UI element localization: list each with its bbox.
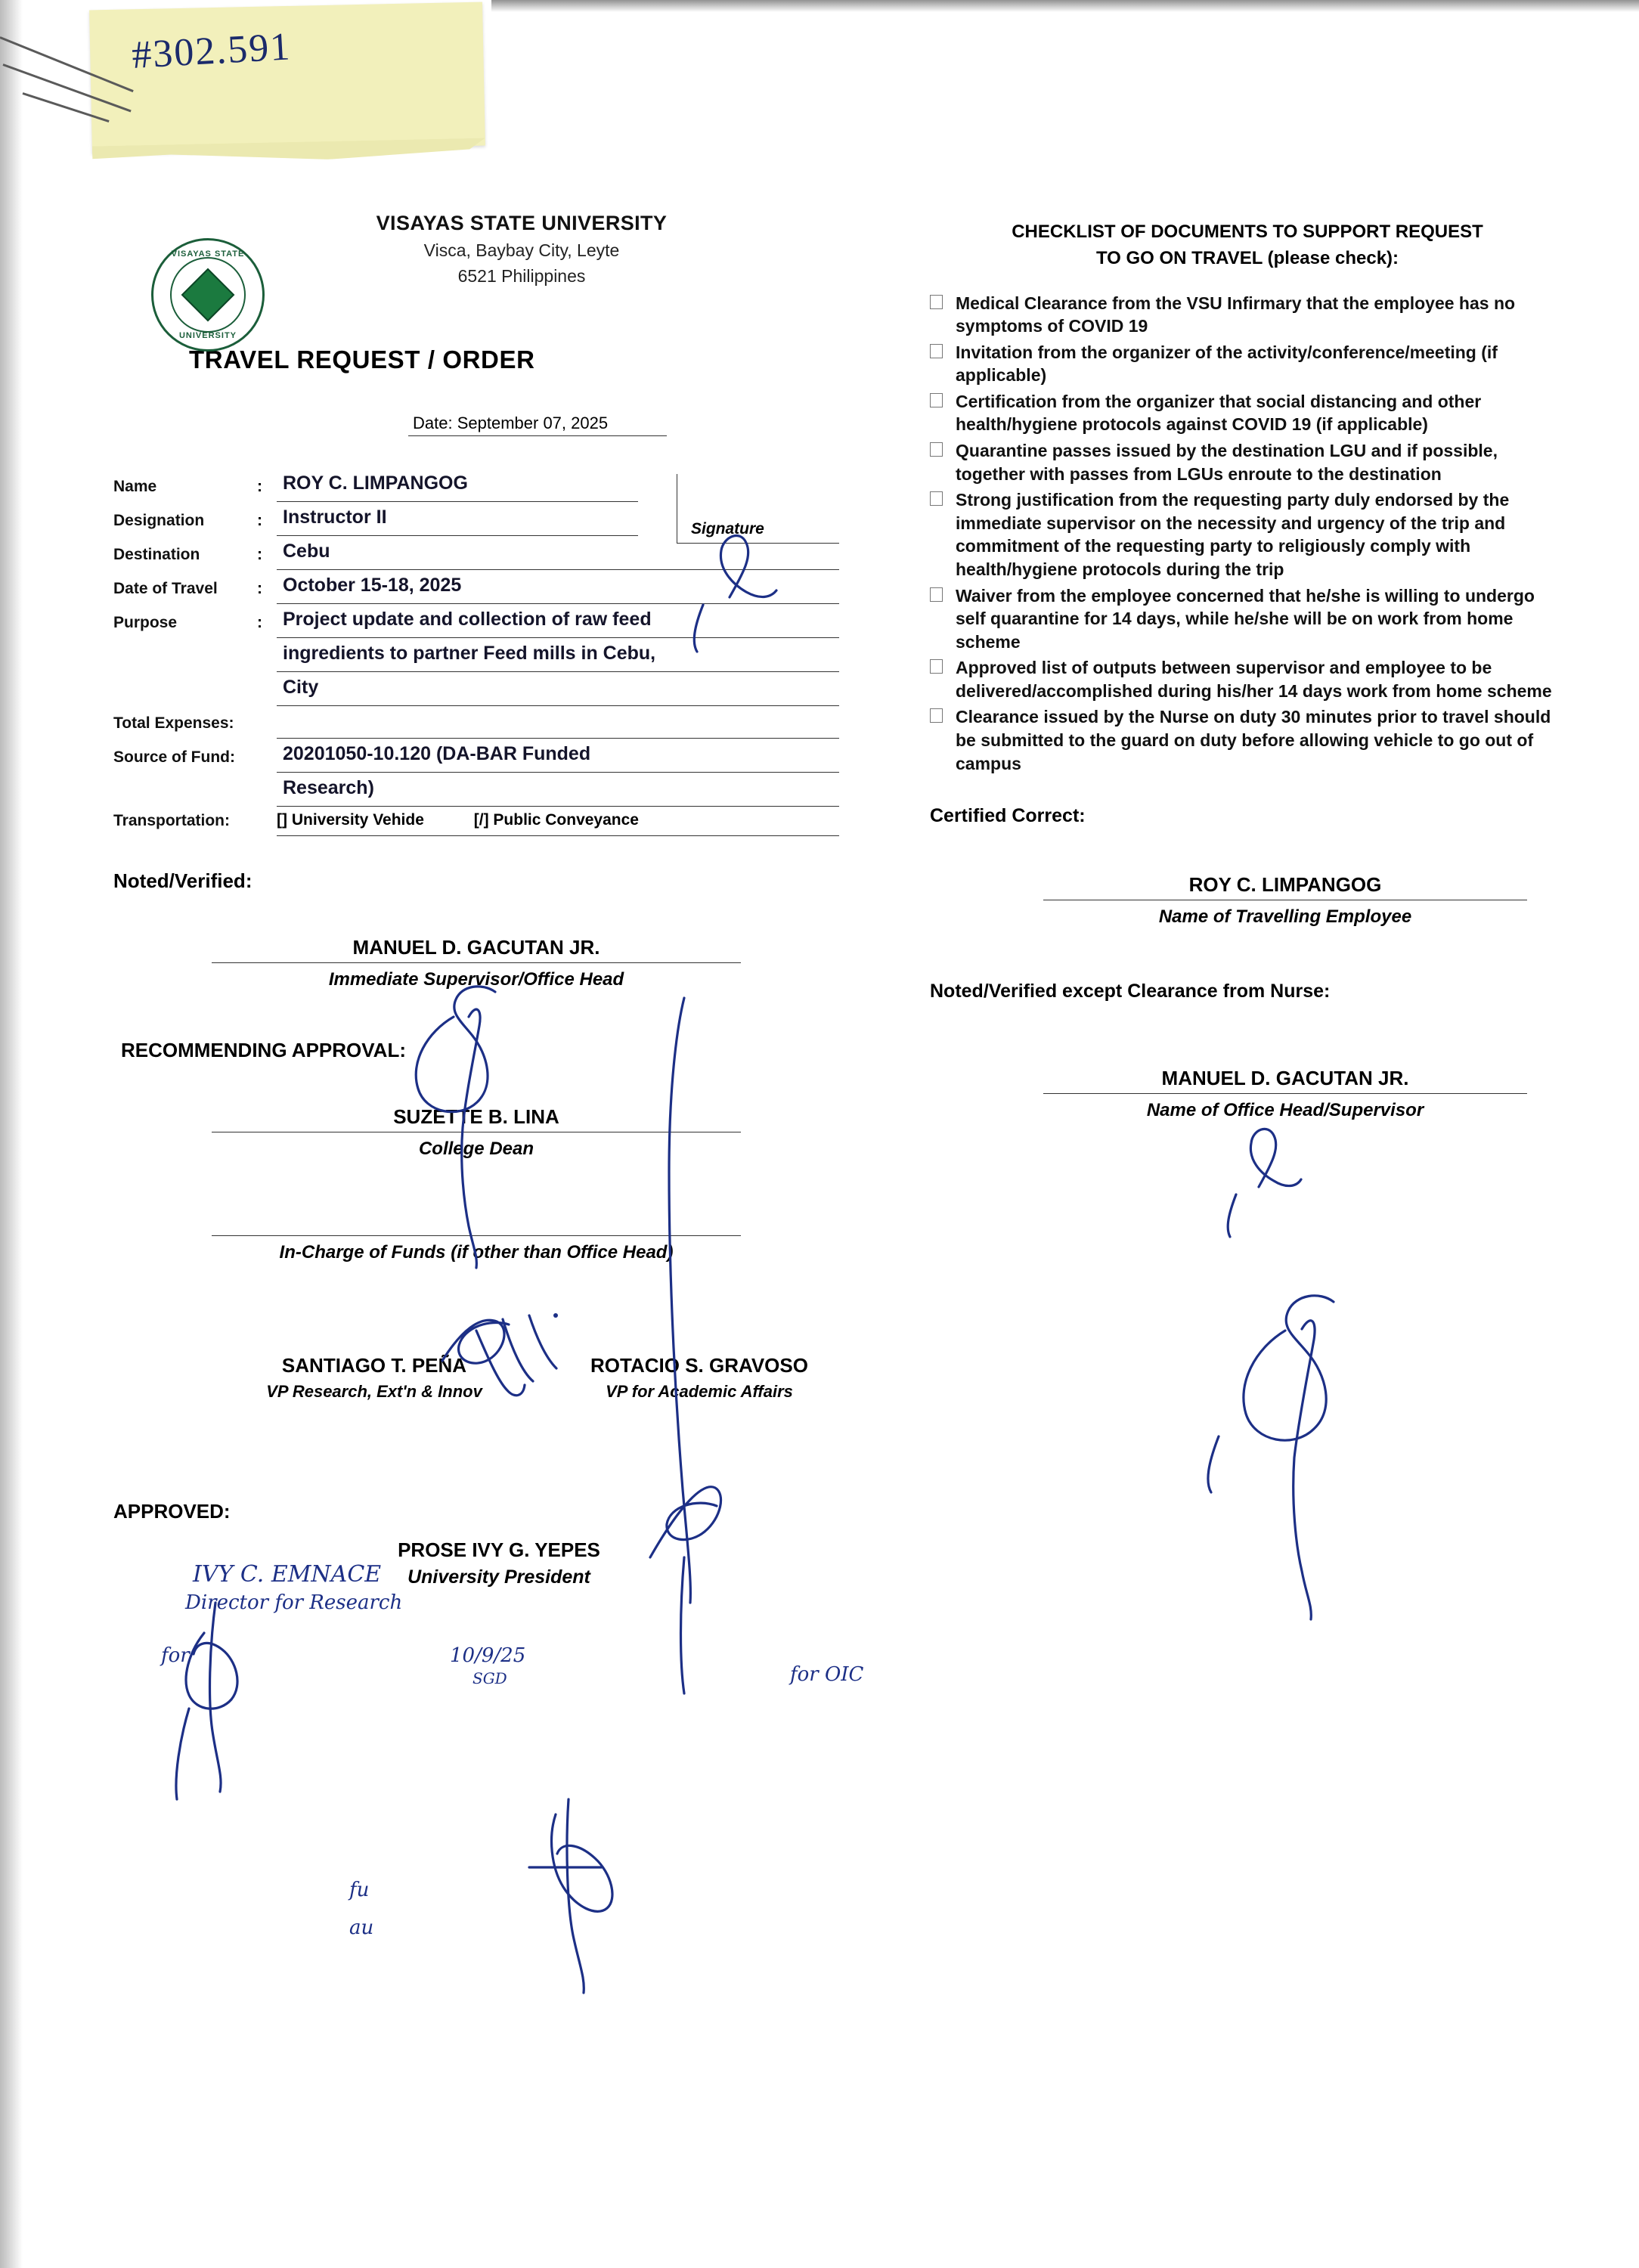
signature-gacutan-2 xyxy=(1244,1296,1334,1440)
value-purpose-line2[interactable]: ingredients to partner Feed mills in Cebu, xyxy=(277,643,839,672)
checkbox-icon[interactable] xyxy=(930,488,956,581)
left-column xyxy=(113,212,839,1588)
university-seal-icon xyxy=(151,238,265,352)
form-row-purpose-2 xyxy=(113,643,839,672)
employee-signature-line xyxy=(1043,873,1527,928)
signature-pena xyxy=(186,1633,237,1709)
funds-role: In-Charge of Funds (if other than Office Head) xyxy=(279,1242,674,1263)
funds-signature-line xyxy=(212,1235,741,1263)
checklist-item[interactable] xyxy=(930,390,1565,436)
annotation-for-mark-1: for xyxy=(161,1644,190,1667)
value-source-of-fund[interactable]: 20201050-10.120 (DA-BAR Funded xyxy=(277,743,839,773)
recommending-approval-block xyxy=(113,1039,839,1160)
page-edge-shadow-top xyxy=(491,0,1639,12)
checklist-item-label: Waiver from the employee concerned that he/she is willing to undergo self quarantine for 14 days, while he/she will be on work from home scheme xyxy=(956,585,1535,652)
checklist-item-label: Medical Clearance from the VSU Infirmary that the employee has no symptoms of COVID 19 xyxy=(956,293,1516,336)
value-designation[interactable]: Instructor II xyxy=(277,507,638,536)
dean-name: SUZETTE B. LINA xyxy=(393,1105,559,1128)
signature-roy-right xyxy=(1250,1129,1301,1187)
sticky-note xyxy=(89,2,485,154)
checklist-item-label: Clearance issued by the Nurse on duty 30 minutes prior to travel should be submitted to the guard on duty before allowing vehicle to go out of campus xyxy=(956,707,1551,773)
label-date-of-travel: Date of Travel xyxy=(113,580,218,597)
university-address-1: Visca, Baybay City, Leyte xyxy=(423,240,620,260)
checkbox-icon[interactable] xyxy=(930,341,956,387)
employee-role: Name of Travelling Employee xyxy=(1158,906,1412,928)
checkbox-icon[interactable] xyxy=(930,439,956,485)
vp-academic-role: VP for Academic Affairs xyxy=(606,1382,793,1401)
value-date-of-travel[interactable]: October 15-18, 2025 xyxy=(277,575,839,604)
president-role: University President xyxy=(407,1566,590,1588)
checklist-item[interactable] xyxy=(930,341,1565,387)
noted-except-clearance-label: Noted/Verified except Clearance from Nurse: xyxy=(930,981,1331,1002)
colon-date-of-travel: : xyxy=(257,580,262,597)
supervisor-role: Immediate Supervisor/Office Head xyxy=(328,969,624,990)
checklist-item-label: Approved list of outputs between supervisor and employee to be delivered/accomplished during his/her 14 days work from home scheme xyxy=(956,658,1552,701)
signature-box[interactable] xyxy=(677,474,839,544)
date-value: September 07, 2025 xyxy=(457,414,609,432)
page-edge-shadow-left xyxy=(0,0,23,2268)
checkbox-icon[interactable] xyxy=(930,705,956,775)
seal-top-text: VISAYAS STATE xyxy=(171,249,245,259)
office-head-signature-line xyxy=(1043,1067,1527,1121)
form-row-total-expenses xyxy=(113,711,839,739)
university-name: VISAYAS STATE UNIVERSITY xyxy=(376,212,668,234)
vp-academic-name: ROTACIO S. GRAVOSO xyxy=(590,1354,808,1377)
noted-verified-label: Noted/Verified: xyxy=(113,869,253,892)
checkbox-icon[interactable] xyxy=(930,390,956,436)
in-charge-of-funds-block xyxy=(113,1235,839,1402)
form-row-source-of-fund xyxy=(113,743,839,773)
recommending-approval-label: RECOMMENDING APPROVAL: xyxy=(121,1039,406,1061)
vp-signature-row xyxy=(212,1354,862,1402)
checkbox-icon[interactable] xyxy=(930,292,956,338)
label-destination: Destination xyxy=(113,546,200,563)
form-row-transportation xyxy=(113,811,839,836)
vp-academic-block xyxy=(537,1354,862,1402)
checklist-item-label: Strong justification from the requesting party duly endorsed by the immediate supervisor on the necessity and urgency of the trip and commitment of the requesting party to religiously comply with health/hygiene protocols during the trip xyxy=(956,490,1510,579)
checklist xyxy=(930,292,1565,776)
annotation-sgd-mark: SGD xyxy=(472,1669,507,1687)
annotation-for-mark-2: for OIC xyxy=(790,1663,864,1686)
annotation-approved-prefix-2: au xyxy=(349,1916,374,1939)
office-head-name: MANUEL D. GACUTAN JR. xyxy=(1161,1067,1409,1090)
checkbox-icon[interactable] xyxy=(930,584,956,654)
label-name: Name xyxy=(113,478,157,495)
label-purpose: Purpose xyxy=(113,614,178,631)
checklist-title xyxy=(930,219,1565,272)
checklist-item[interactable] xyxy=(930,488,1565,581)
annotation-director-role: Director for Research xyxy=(185,1591,403,1614)
travel-form xyxy=(113,472,839,836)
form-row-purpose xyxy=(113,609,839,638)
signature-box-label: Signature xyxy=(691,520,764,538)
checklist-item[interactable] xyxy=(930,656,1565,702)
signature-yepes xyxy=(552,1814,612,1911)
form-row-date-of-travel xyxy=(113,575,839,604)
date-line xyxy=(113,414,839,436)
transport-option-public-conveyance[interactable]: [/] Public Conveyance xyxy=(473,811,639,829)
seal-bottom-text: UNIVERSITY xyxy=(178,331,237,340)
transport-option-university-vehicle[interactable]: [] University Vehide xyxy=(277,811,424,829)
date-label: Date: xyxy=(413,414,453,432)
value-destination[interactable]: Cebu xyxy=(277,541,839,570)
annotation-approved-prefix-1: fu xyxy=(349,1879,370,1901)
vp-research-name: SANTIAGO T. PEÑA xyxy=(281,1354,467,1377)
paper-clip-icon xyxy=(0,30,144,121)
certified-correct-label: Certified Correct: xyxy=(930,805,1086,827)
president-name: PROSE IVY G. YEPES xyxy=(398,1538,600,1561)
employee-name: ROY C. LIMPANGOG xyxy=(1188,873,1382,897)
colon-purpose: : xyxy=(257,614,262,631)
supervisor-signature-line xyxy=(212,936,741,990)
label-transportation: Transportation: xyxy=(113,812,231,829)
page-title: TRAVEL REQUEST / ORDER xyxy=(189,345,535,373)
colon-designation: : xyxy=(257,512,262,529)
university-address-2: 6521 Philippines xyxy=(457,266,586,286)
office-head-role: Name of Office Head/Supervisor xyxy=(1146,1100,1424,1121)
checklist-item[interactable] xyxy=(930,292,1565,338)
annotation-date-stamp: 10/9/25 xyxy=(450,1644,526,1667)
checklist-title-line2: TO GO ON TRAVEL (please check): xyxy=(1095,247,1399,268)
dean-role: College Dean xyxy=(418,1139,534,1159)
label-source-of-fund: Source of Fund: xyxy=(113,748,235,766)
form-row-source-of-fund-2 xyxy=(113,777,839,807)
noted-verified-block xyxy=(113,869,839,990)
label-designation: Designation xyxy=(113,512,205,529)
checklist-title-line1: CHECKLIST OF DOCUMENTS TO SUPPORT REQUEST xyxy=(1012,222,1483,242)
checklist-item-label: Certification from the organizer that social distancing and other health/hygiene protocols against COVID 19 (if applicable) xyxy=(956,391,1482,435)
label-total-expenses: Total Expenses: xyxy=(113,714,234,732)
value-purpose-line3[interactable]: City xyxy=(277,677,839,706)
form-row-purpose-3 xyxy=(113,677,839,706)
colon-name: : xyxy=(257,478,262,495)
value-name[interactable]: ROY C. LIMPANGOG xyxy=(277,472,638,502)
value-purpose-line1[interactable]: Project update and collection of raw feed xyxy=(277,609,839,638)
checklist-item[interactable] xyxy=(930,584,1565,654)
dean-signature-line xyxy=(212,1105,741,1160)
checkbox-icon[interactable] xyxy=(930,656,956,702)
value-source-of-fund-2[interactable]: Research) xyxy=(277,777,839,807)
checklist-item[interactable] xyxy=(930,705,1565,775)
approved-label: APPROVED: xyxy=(113,1500,231,1523)
checklist-item[interactable] xyxy=(930,439,1565,485)
value-total-expenses[interactable] xyxy=(277,711,839,739)
vp-research-block xyxy=(212,1354,537,1402)
colon-destination: : xyxy=(257,546,262,563)
sticky-note-text: #302.591 xyxy=(130,25,293,77)
annotation-director-name: IVY C. EMNACE xyxy=(193,1561,382,1588)
checklist-item-label: Invitation from the organizer of the activity/conference/meeting (if applicable) xyxy=(956,342,1498,386)
supervisor-name: MANUEL D. GACUTAN JR. xyxy=(352,936,600,959)
form-row-destination xyxy=(113,541,839,570)
right-column xyxy=(930,219,1565,1121)
checklist-item-label: Quarantine passes issued by the destination LGU and if possible, together with passes from LGUs enroute to the destination xyxy=(956,441,1498,484)
vp-research-role: VP Research, Ext'n & Innov xyxy=(266,1382,482,1401)
